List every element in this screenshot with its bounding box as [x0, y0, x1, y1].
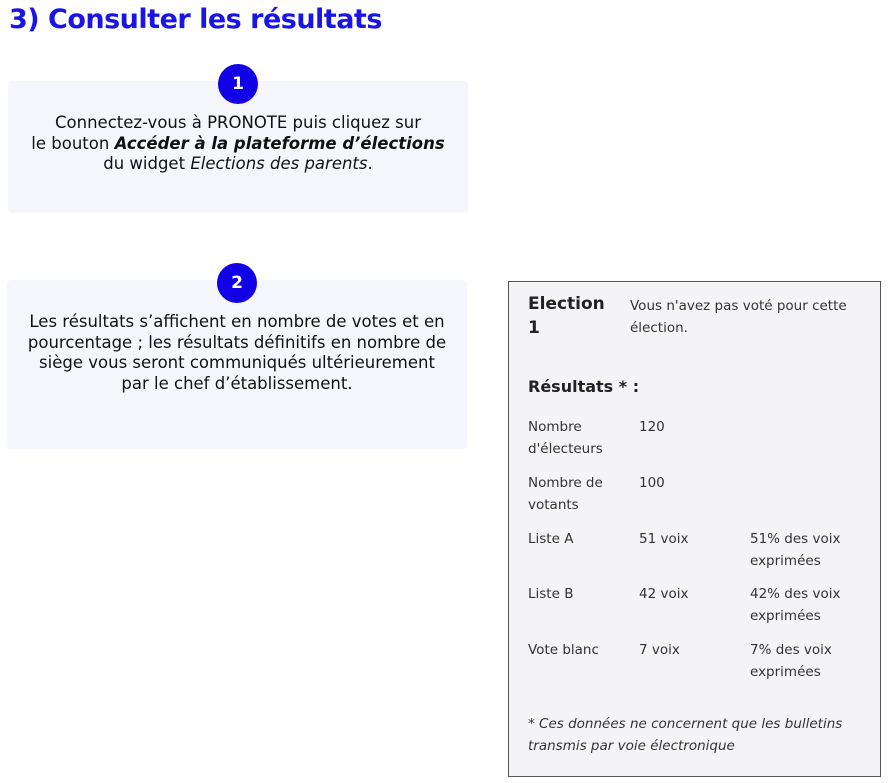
page-title: 3) Consulter les résultats [9, 4, 382, 35]
row-value: 120 [639, 419, 665, 435]
platform-button-name: Accéder à la plateforme d’élections [114, 133, 445, 153]
row-value: 7 voix [639, 642, 680, 658]
row-label: Liste A [528, 531, 574, 547]
step-card-2 [7, 280, 467, 449]
step-2-text: Les résultats s’affichent en nombre de votes et en pourcentage ; les résultats définitifs en nombre de siège vous seront communiqués ultérieurement par le chef d’établissement. [27, 312, 447, 393]
vote-status-note: Vous n'avez pas voté pour cette élection. [630, 298, 847, 336]
election-title: Election 1 [528, 294, 605, 338]
row-value: 100 [639, 475, 665, 491]
step-1-line-2-prefix: le bouton [31, 133, 115, 153]
row-percentage: 42% des voix exprimées [750, 586, 841, 624]
results-footnote: * Ces données ne concernent que les bulletins transmis par voie électronique [528, 716, 843, 754]
step-1-line-3-suffix: . [367, 154, 373, 173]
row-value: 42 voix [639, 586, 689, 602]
row-label: Vote blanc [528, 642, 599, 658]
row-percentage: 7% des voix exprimées [750, 642, 832, 680]
step-number-badge-2: 2 [217, 263, 257, 303]
row-label: Nombre de votants [528, 475, 603, 513]
results-panel [508, 281, 881, 777]
step-1-line-1: Connectez-vous à PRONOTE puis cliquez sur [55, 113, 421, 132]
step-1-line-3 [14, 154, 462, 175]
row-label: Nombre d'électeurs [528, 419, 603, 457]
results-subtitle: Résultats * : [528, 377, 640, 396]
widget-name: Elections des parents [190, 154, 368, 173]
row-label: Liste B [528, 586, 574, 602]
step-1-line-3-prefix: du widget [103, 154, 191, 173]
step-number-badge-1: 1 [218, 64, 258, 104]
step-1-line-2 [14, 134, 462, 155]
row-percentage: 51% des voix exprimées [750, 531, 841, 569]
row-value: 51 voix [639, 531, 689, 547]
